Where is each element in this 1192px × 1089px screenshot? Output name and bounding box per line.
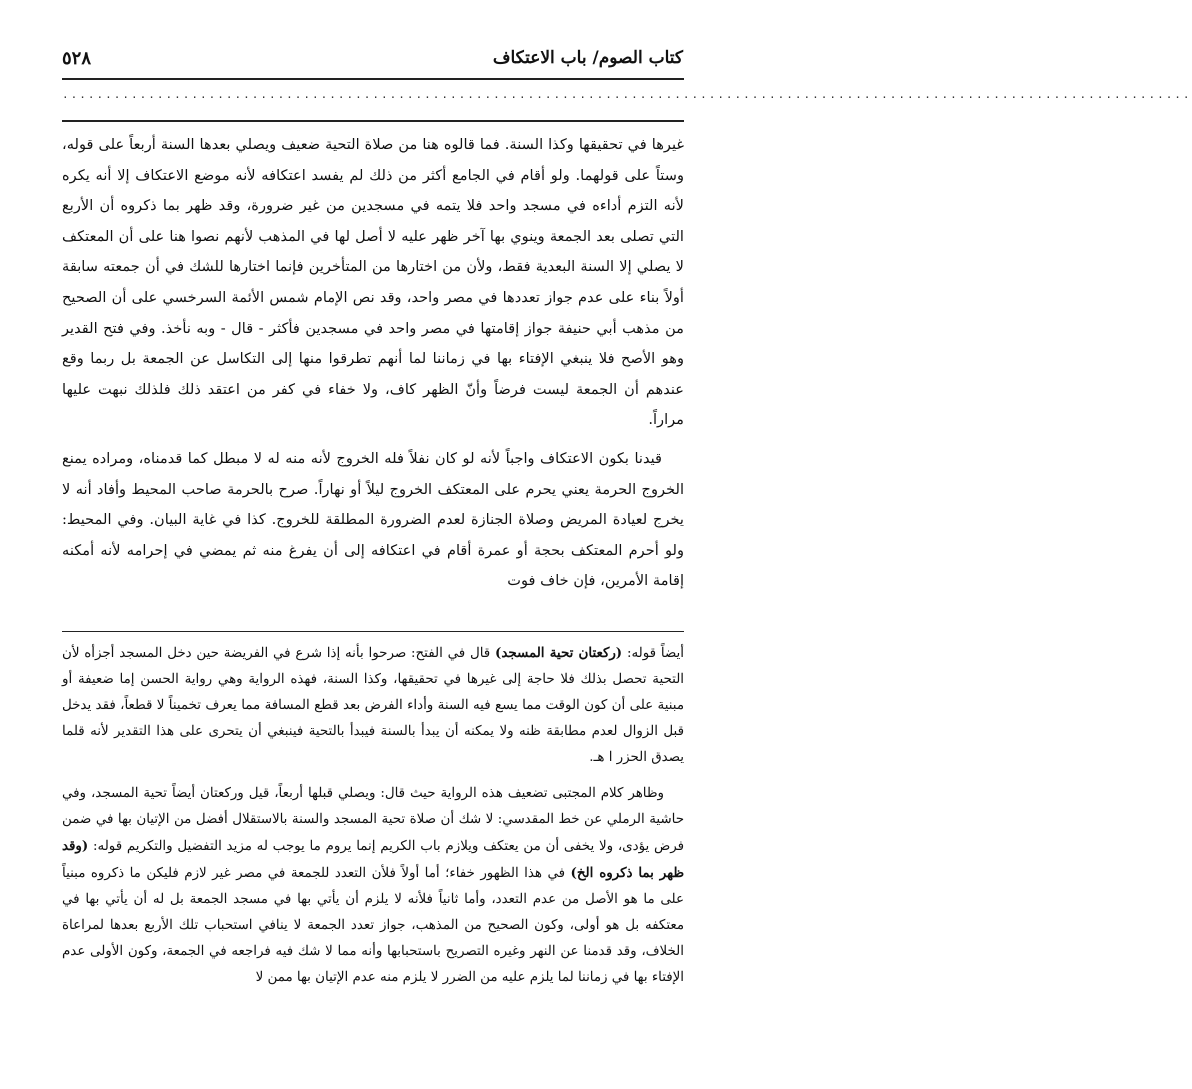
footnote-1-text: قال في الفتح: صرحوا بأنه إذا شرع في الفريضة حين دخل المسجد أجزأه لأن التحية تحصل بذلك فلا حاجة إلى غيرها في تحقيقها، وكذا السنة، فهذه الرواية وهي رواية الحسن إما ضعيفة أو مبنية على أن كون الوقت مما يسع فيه السنة وأداء الفرض بعد قطع المسافة مما يعرف تخميناً لا قطعاً، فقد يدخل قبل الزوال لعدم مطابقة ظنه ولا يمكنه أن يبدأ بالسنة فيبدأ بالتحية فينبغي أن يتحرى على هذا التقدير لأنه قلما يصدق الحزر ا هـ. [62, 646, 684, 765]
page-header [62, 46, 683, 76]
dotted-line: ................................................................................................................................... [62, 88, 1192, 101]
footnote-1-quote: (ركعتان تحية المسجد) [495, 645, 623, 661]
top-text-rule [62, 120, 684, 122]
header-rule [62, 78, 684, 80]
main-text [62, 130, 684, 597]
main-paragraph-2: قيدنا بكون الاعتكاف واجباً لأنه لو كان نفلاً فله الخروج لأنه منه له لا مبطل كما قدمناه، ومراده يمنع الخروج الحرمة يعني يحرم على المعتكف الخروج ليلاً أو نهاراً. صرح بالحرمة صاحب المحيط وأفاد أنه لا يخرج لعيادة المريض وصلاة الجنازة لعدم الضرورة المطلقة للخروج. كذا في غاية البيان. وفي المحيط: ولو أحرم المعتكف بحجة أو عمرة أقام في اعتكافه إلى أن يفرغ منه ثم يمضي في إحرامه لأنه أمكنه إقامة الأمرين، فإن خاف فوت [62, 449, 684, 590]
footnote-2-text: في هذا الظهور خفاء؛ أما أولاً فلأن التعدد للجمعة في مصر غير لازم فليكن ما ذكروه مبنياً على ما هو الأصل من عدم التعدد، وأما ثانياً فلأنه لا يلزم أن يأتي بها في مسجد الجمعة بل له أن يأتي بها في معتكفه بل هو أولى، وكون الصحيح من المذهب، جواز تعدد الجمعة لا ينافي استحباب تلك الأربع بعدها لمراعاة الخلاف، وقد قدمنا عن النهر وغيره التصريح باستحبابها وأنه مما لا شك فيه فراجعه في الجمعة، وكون الأولى عدم الإفتاء بها في زماننا لما يلزم عليه من الضرر لا يلزم منه عدم الإتيان بها ممن لا [62, 866, 684, 985]
footnote-1-lead: أيضاً قوله: [622, 646, 684, 661]
main-paragraph-1: غيرها في تحقيقها وكذا السنة. فما قالوه هنا من صلاة التحية ضعيف ويصلي بعدها السنة أربعاً على قوله، وستاً على قولهما. ولو أقام في الجامع أكثر من ذلك لم يفسد اعتكافه لأنه موضع الاعتكاف إلا أنه يكره لأنه التزم أداءه في مسجد واحد فلا يتمه في مسجدين من غير ضرورة، وقد ظهر بما ذكروه أن الأربع التي تصلى بعد الجمعة وينوي بها آخر ظهر عليه لا أصل لها في المذهب لأنهم نصوا هنا على أن المعتكف لا يصلي إلا السنة البعدية فقط، ولأن من اختارها من المتأخرين فإنما اختارها للشك في أن جمعته سابقة أولاً بناء على عدم جواز تعددها في مصر واحد، وقد نص الإمام شمس الأئمة السرخسي على أن الصحيح من مذهب أبي حنيفة جواز إقامتها في مصر واحد في مسجدين فأكثر - قال - وبه نأخذ. وفي فتح القدير وهو الأصح فلا ينبغي الإفتاء بها في زماننا لما أنهم تطرقوا منها إلى التكاسل عن الجمعة بل ربما وقع عندهم أن الجمعة ليست فرضاً وأنّ الظهر كاف، ولا خفاء في كفر من اعتقد ذلك فلذلك نبهت عليها مراراً. [62, 136, 684, 429]
footnote-1 [62, 640, 684, 771]
footnote-separator [62, 631, 684, 632]
running-title: كتاب الصوم/ باب الاعتكاف [492, 48, 683, 68]
page-number: ٥٢٨ [62, 48, 92, 69]
footnote-2 [62, 781, 684, 991]
footnote-2-lead: وظاهر كلام المجتبى تضعيف هذه الرواية حيث قال: ويصلي قبلها أربعاً، قيل وركعتان أيضاً تحية المسجد، وفي حاشية الرملي عن خط المقدسي: لا شك أن صلاة تحية المسجد والسنة بالاستقلال أفضل من الإتيان بها في ضمن فرض يؤدى، ولا يخفى أن من يعتكف ويلازم باب الكريم إنما يروم ما يوجب له مزيد التفضيل والتكريم قوله: [62, 786, 684, 854]
footnotes [62, 640, 684, 991]
footnote-2-quote: (وقد ظهر بما ذكروه الخ) [62, 838, 684, 881]
